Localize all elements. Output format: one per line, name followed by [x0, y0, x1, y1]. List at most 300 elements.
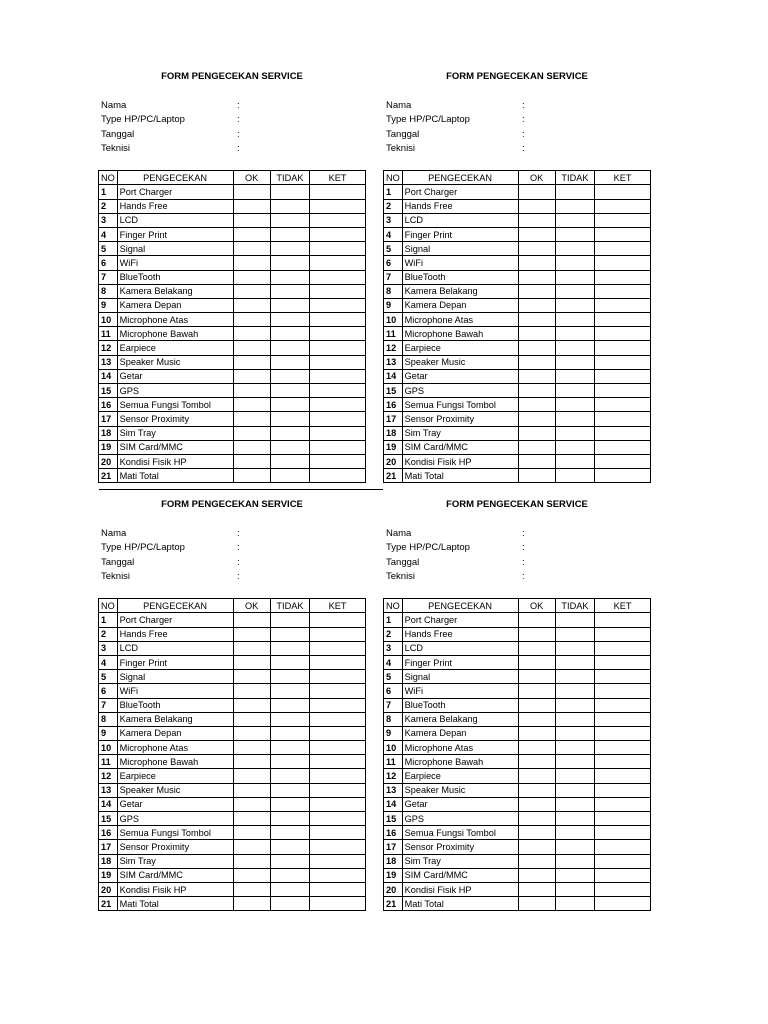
info-label: Tanggal [101, 128, 135, 140]
ket-cell[interactable] [595, 412, 651, 426]
ket-cell[interactable] [310, 213, 366, 227]
tidak-cell[interactable] [270, 185, 309, 199]
tidak-cell[interactable] [270, 797, 309, 811]
tidak-cell[interactable] [555, 398, 594, 412]
row-item: Semua Fungsi Tombol [117, 398, 233, 412]
ket-cell[interactable] [595, 726, 651, 740]
ok-cell[interactable] [233, 327, 270, 341]
ket-cell[interactable] [595, 298, 651, 312]
row-number: 20 [99, 882, 118, 896]
ok-cell[interactable] [518, 369, 555, 383]
tidak-cell[interactable] [555, 242, 594, 256]
row-number: 15 [99, 384, 118, 398]
ok-cell[interactable] [518, 627, 555, 641]
ok-cell[interactable] [233, 185, 270, 199]
ket-cell[interactable] [595, 684, 651, 698]
tidak-cell[interactable] [270, 670, 309, 684]
ok-cell[interactable] [518, 812, 555, 826]
ok-cell[interactable] [518, 412, 555, 426]
ok-cell[interactable] [233, 227, 270, 241]
ket-cell[interactable] [310, 199, 366, 213]
info-colon: : [237, 100, 240, 111]
ket-cell[interactable] [595, 213, 651, 227]
ok-cell[interactable] [233, 369, 270, 383]
ok-cell[interactable] [518, 199, 555, 213]
ket-cell[interactable] [310, 684, 366, 698]
tidak-cell[interactable] [555, 854, 594, 868]
table-row [384, 882, 651, 896]
ok-cell[interactable] [233, 741, 270, 755]
tidak-cell[interactable] [555, 369, 594, 383]
table-row [99, 199, 366, 213]
ket-cell[interactable] [310, 783, 366, 797]
ket-cell[interactable] [310, 627, 366, 641]
ket-cell[interactable] [310, 412, 366, 426]
tidak-cell[interactable] [555, 882, 594, 896]
tidak-cell[interactable] [270, 812, 309, 826]
ok-cell[interactable] [233, 426, 270, 440]
ket-cell[interactable] [595, 769, 651, 783]
info-row [383, 142, 651, 156]
ket-cell[interactable] [310, 882, 366, 896]
ok-cell[interactable] [518, 897, 555, 911]
tidak-cell[interactable] [270, 454, 309, 468]
ok-cell[interactable] [518, 741, 555, 755]
info-colon: : [522, 114, 525, 126]
ok-cell[interactable] [233, 854, 270, 868]
ket-cell[interactable] [595, 242, 651, 256]
ket-cell[interactable] [595, 369, 651, 383]
ket-cell[interactable] [310, 797, 366, 811]
tidak-cell[interactable] [555, 797, 594, 811]
tidak-cell[interactable] [555, 741, 594, 755]
ket-cell[interactable] [595, 440, 651, 454]
ok-cell[interactable] [518, 185, 555, 199]
form-title: FORM PENGECEKAN SERVICE [446, 499, 588, 510]
ok-cell[interactable] [233, 412, 270, 426]
ket-cell[interactable] [595, 398, 651, 412]
ok-cell[interactable] [233, 726, 270, 740]
tidak-cell[interactable] [270, 298, 309, 312]
ket-cell[interactable] [595, 670, 651, 684]
ket-cell[interactable] [310, 897, 366, 911]
ket-cell[interactable] [595, 199, 651, 213]
service-check-form [98, 70, 366, 483]
ket-cell[interactable] [595, 712, 651, 726]
ok-cell[interactable] [233, 355, 270, 369]
ok-cell[interactable] [518, 698, 555, 712]
ket-cell[interactable] [595, 826, 651, 840]
ok-cell[interactable] [233, 755, 270, 769]
ok-cell[interactable] [233, 199, 270, 213]
ket-cell[interactable] [310, 242, 366, 256]
tidak-cell[interactable] [270, 270, 309, 284]
ok-cell[interactable] [518, 313, 555, 327]
info-colon: : [237, 570, 240, 582]
ket-cell[interactable] [595, 256, 651, 270]
tidak-cell[interactable] [555, 769, 594, 783]
tidak-cell[interactable] [270, 384, 309, 398]
ok-cell[interactable] [518, 868, 555, 882]
ket-cell[interactable] [310, 655, 366, 669]
tidak-cell[interactable] [270, 213, 309, 227]
ok-cell[interactable] [518, 298, 555, 312]
checklist-table [98, 170, 366, 483]
ok-cell[interactable] [233, 398, 270, 412]
ok-cell[interactable] [233, 341, 270, 355]
tidak-cell[interactable] [555, 812, 594, 826]
ok-cell[interactable] [518, 227, 555, 241]
ok-cell[interactable] [518, 882, 555, 896]
tidak-cell[interactable] [270, 627, 309, 641]
ket-cell[interactable] [310, 185, 366, 199]
ket-cell[interactable] [310, 698, 366, 712]
ket-cell[interactable] [595, 882, 651, 896]
tidak-cell[interactable] [270, 355, 309, 369]
ket-cell[interactable] [595, 840, 651, 854]
ok-cell[interactable] [233, 670, 270, 684]
ok-cell[interactable] [233, 712, 270, 726]
tidak-cell[interactable] [555, 298, 594, 312]
tidak-cell[interactable] [270, 613, 309, 627]
ket-cell[interactable] [595, 469, 651, 483]
row-number: 3 [384, 641, 403, 655]
tidak-cell[interactable] [270, 227, 309, 241]
ok-cell[interactable] [518, 355, 555, 369]
table-row [384, 741, 651, 755]
tidak-cell[interactable] [555, 698, 594, 712]
ket-cell[interactable] [310, 469, 366, 483]
tidak-cell[interactable] [270, 284, 309, 298]
ok-cell[interactable] [233, 882, 270, 896]
ket-cell[interactable] [310, 854, 366, 868]
ket-cell[interactable] [595, 698, 651, 712]
tidak-cell[interactable] [555, 454, 594, 468]
tidak-cell[interactable] [555, 341, 594, 355]
row-number: 2 [384, 627, 403, 641]
ok-cell[interactable] [233, 284, 270, 298]
ket-cell[interactable] [595, 797, 651, 811]
row-number: 11 [384, 755, 403, 769]
tidak-cell[interactable] [270, 897, 309, 911]
ok-cell[interactable] [518, 769, 555, 783]
ket-cell[interactable] [595, 426, 651, 440]
tidak-cell[interactable] [270, 440, 309, 454]
ket-cell[interactable] [310, 826, 366, 840]
ok-cell[interactable] [518, 826, 555, 840]
tidak-cell[interactable] [270, 398, 309, 412]
tidak-cell[interactable] [555, 355, 594, 369]
row-item: Mati Total [402, 469, 518, 483]
ok-cell[interactable] [233, 298, 270, 312]
tidak-cell[interactable] [555, 199, 594, 213]
ok-cell[interactable] [518, 256, 555, 270]
tidak-cell[interactable] [270, 882, 309, 896]
info-row [98, 570, 366, 584]
ket-cell[interactable] [310, 454, 366, 468]
ket-cell[interactable] [310, 313, 366, 327]
ket-cell[interactable] [595, 655, 651, 669]
row-item: Kamera Belakang [117, 712, 233, 726]
row-item: Port Charger [402, 185, 518, 199]
tidak-cell[interactable] [270, 684, 309, 698]
row-item: Kondisi Fisik HP [117, 882, 233, 896]
info-colon: : [237, 542, 240, 554]
ket-cell[interactable] [310, 769, 366, 783]
info-row [98, 128, 366, 142]
tidak-cell[interactable] [270, 698, 309, 712]
ket-cell[interactable] [595, 812, 651, 826]
ok-cell[interactable] [233, 698, 270, 712]
ok-cell[interactable] [233, 641, 270, 655]
ok-cell[interactable] [518, 840, 555, 854]
tidak-cell[interactable] [270, 826, 309, 840]
ket-cell[interactable] [310, 384, 366, 398]
ket-cell[interactable] [595, 227, 651, 241]
row-item: Getar [402, 369, 518, 383]
ok-cell[interactable] [233, 812, 270, 826]
ok-cell[interactable] [518, 641, 555, 655]
ok-cell[interactable] [518, 242, 555, 256]
table-row [384, 327, 651, 341]
tidak-cell[interactable] [270, 769, 309, 783]
ok-cell[interactable] [518, 440, 555, 454]
ok-cell[interactable] [518, 398, 555, 412]
tidak-cell[interactable] [270, 242, 309, 256]
tidak-cell[interactable] [555, 313, 594, 327]
tidak-cell[interactable] [270, 256, 309, 270]
ok-cell[interactable] [518, 327, 555, 341]
tidak-cell[interactable] [555, 284, 594, 298]
info-colon: : [237, 128, 240, 140]
ok-cell[interactable] [518, 213, 555, 227]
tidak-cell[interactable] [555, 755, 594, 769]
ket-cell[interactable] [595, 185, 651, 199]
ket-cell[interactable] [595, 327, 651, 341]
ket-cell[interactable] [310, 398, 366, 412]
row-item: Signal [117, 670, 233, 684]
ok-cell[interactable] [518, 270, 555, 284]
ok-cell[interactable] [518, 726, 555, 740]
row-number: 1 [99, 185, 118, 199]
tidak-cell[interactable] [555, 641, 594, 655]
row-number: 12 [99, 341, 118, 355]
tidak-cell[interactable] [555, 712, 594, 726]
row-number: 8 [99, 712, 118, 726]
ket-cell[interactable] [595, 355, 651, 369]
tidak-cell[interactable] [270, 369, 309, 383]
ket-cell[interactable] [595, 454, 651, 468]
tidak-cell[interactable] [555, 327, 594, 341]
ok-cell[interactable] [233, 384, 270, 398]
ket-cell[interactable] [310, 355, 366, 369]
tidak-cell[interactable] [555, 256, 594, 270]
tidak-cell[interactable] [555, 185, 594, 199]
ket-cell[interactable] [310, 440, 366, 454]
ket-cell[interactable] [310, 670, 366, 684]
ket-cell[interactable] [595, 641, 651, 655]
tidak-cell[interactable] [555, 783, 594, 797]
tidak-cell[interactable] [555, 426, 594, 440]
ket-cell[interactable] [595, 741, 651, 755]
row-number: 5 [384, 670, 403, 684]
ok-cell[interactable] [233, 897, 270, 911]
ket-cell[interactable] [310, 426, 366, 440]
ket-cell[interactable] [310, 369, 366, 383]
tidak-cell[interactable] [555, 840, 594, 854]
ket-cell[interactable] [595, 284, 651, 298]
tidak-cell[interactable] [270, 469, 309, 483]
ket-cell[interactable] [595, 755, 651, 769]
info-label: Teknisi [101, 142, 131, 154]
ket-cell[interactable] [310, 327, 366, 341]
ket-cell[interactable] [595, 313, 651, 327]
ket-cell[interactable] [310, 613, 366, 627]
ket-cell[interactable] [310, 341, 366, 355]
ok-cell[interactable] [233, 469, 270, 483]
ket-cell[interactable] [595, 613, 651, 627]
ket-cell[interactable] [310, 868, 366, 882]
ok-cell[interactable] [233, 313, 270, 327]
ok-cell[interactable] [233, 270, 270, 284]
ok-cell[interactable] [518, 426, 555, 440]
tidak-cell[interactable] [270, 854, 309, 868]
tidak-cell[interactable] [270, 641, 309, 655]
tidak-cell[interactable] [555, 213, 594, 227]
ket-cell[interactable] [310, 755, 366, 769]
ket-cell[interactable] [595, 897, 651, 911]
ok-cell[interactable] [518, 613, 555, 627]
ok-cell[interactable] [518, 341, 555, 355]
tidak-cell[interactable] [270, 327, 309, 341]
tidak-cell[interactable] [270, 868, 309, 882]
ok-cell[interactable] [518, 854, 555, 868]
ket-cell[interactable] [310, 270, 366, 284]
row-item: Speaker Music [117, 355, 233, 369]
ok-cell[interactable] [233, 797, 270, 811]
ok-cell[interactable] [518, 783, 555, 797]
ket-cell[interactable] [310, 712, 366, 726]
tidak-cell[interactable] [270, 655, 309, 669]
tidak-cell[interactable] [270, 726, 309, 740]
tidak-cell[interactable] [555, 412, 594, 426]
ket-cell[interactable] [310, 298, 366, 312]
ket-cell[interactable] [595, 270, 651, 284]
ket-cell[interactable] [310, 284, 366, 298]
tidak-cell[interactable] [555, 227, 594, 241]
tidak-cell[interactable] [555, 469, 594, 483]
ok-cell[interactable] [518, 712, 555, 726]
tidak-cell[interactable] [270, 741, 309, 755]
ok-cell[interactable] [233, 242, 270, 256]
ok-cell[interactable] [518, 670, 555, 684]
ok-cell[interactable] [518, 454, 555, 468]
row-item: Sensor Proximity [117, 840, 233, 854]
ket-cell[interactable] [595, 384, 651, 398]
tidak-cell[interactable] [270, 783, 309, 797]
table-row [384, 426, 651, 440]
ket-cell[interactable] [595, 868, 651, 882]
tidak-cell[interactable] [555, 868, 594, 882]
tidak-cell[interactable] [555, 440, 594, 454]
ket-cell[interactable] [595, 854, 651, 868]
ok-cell[interactable] [518, 384, 555, 398]
tidak-cell[interactable] [270, 412, 309, 426]
row-item: Sim Tray [402, 426, 518, 440]
ket-cell[interactable] [310, 641, 366, 655]
service-check-form [383, 498, 651, 911]
ket-cell[interactable] [310, 741, 366, 755]
ok-cell[interactable] [233, 613, 270, 627]
ok-cell[interactable] [233, 213, 270, 227]
tidak-cell[interactable] [555, 726, 594, 740]
ok-cell[interactable] [233, 454, 270, 468]
ok-cell[interactable] [518, 755, 555, 769]
ok-cell[interactable] [233, 256, 270, 270]
ket-cell[interactable] [595, 627, 651, 641]
ok-cell[interactable] [233, 627, 270, 641]
ok-cell[interactable] [233, 440, 270, 454]
row-number: 8 [99, 284, 118, 298]
tidak-cell[interactable] [270, 755, 309, 769]
tidak-cell[interactable] [555, 627, 594, 641]
ket-cell[interactable] [310, 227, 366, 241]
row-number: 6 [99, 684, 118, 698]
row-number: 17 [99, 412, 118, 426]
ok-cell[interactable] [518, 684, 555, 698]
row-item: Microphone Atas [117, 741, 233, 755]
tidak-cell[interactable] [270, 426, 309, 440]
row-item: Speaker Music [402, 355, 518, 369]
ket-cell[interactable] [310, 726, 366, 740]
ok-cell[interactable] [518, 469, 555, 483]
tidak-cell[interactable] [555, 613, 594, 627]
ok-cell[interactable] [233, 684, 270, 698]
ok-cell[interactable] [233, 769, 270, 783]
ok-cell[interactable] [233, 783, 270, 797]
ok-cell[interactable] [233, 826, 270, 840]
tidak-cell[interactable] [270, 712, 309, 726]
tidak-cell[interactable] [555, 826, 594, 840]
ket-cell[interactable] [310, 256, 366, 270]
tidak-cell[interactable] [270, 840, 309, 854]
tidak-cell[interactable] [555, 684, 594, 698]
info-colon: : [522, 542, 525, 554]
tidak-cell[interactable] [270, 199, 309, 213]
ok-cell[interactable] [233, 655, 270, 669]
ok-cell[interactable] [233, 840, 270, 854]
tidak-cell[interactable] [555, 655, 594, 669]
table-row [99, 627, 366, 641]
row-item: BlueTooth [402, 270, 518, 284]
ok-cell[interactable] [518, 655, 555, 669]
tidak-cell[interactable] [270, 313, 309, 327]
tidak-cell[interactable] [555, 670, 594, 684]
ket-cell[interactable] [310, 840, 366, 854]
tidak-cell[interactable] [555, 384, 594, 398]
ok-cell[interactable] [233, 868, 270, 882]
ket-cell[interactable] [310, 812, 366, 826]
ket-cell[interactable] [595, 341, 651, 355]
ok-cell[interactable] [518, 797, 555, 811]
row-number: 5 [99, 670, 118, 684]
tidak-cell[interactable] [555, 270, 594, 284]
ket-cell[interactable] [595, 783, 651, 797]
row-item: Semua Fungsi Tombol [117, 826, 233, 840]
tidak-cell[interactable] [270, 341, 309, 355]
ok-cell[interactable] [518, 284, 555, 298]
tidak-cell[interactable] [555, 897, 594, 911]
